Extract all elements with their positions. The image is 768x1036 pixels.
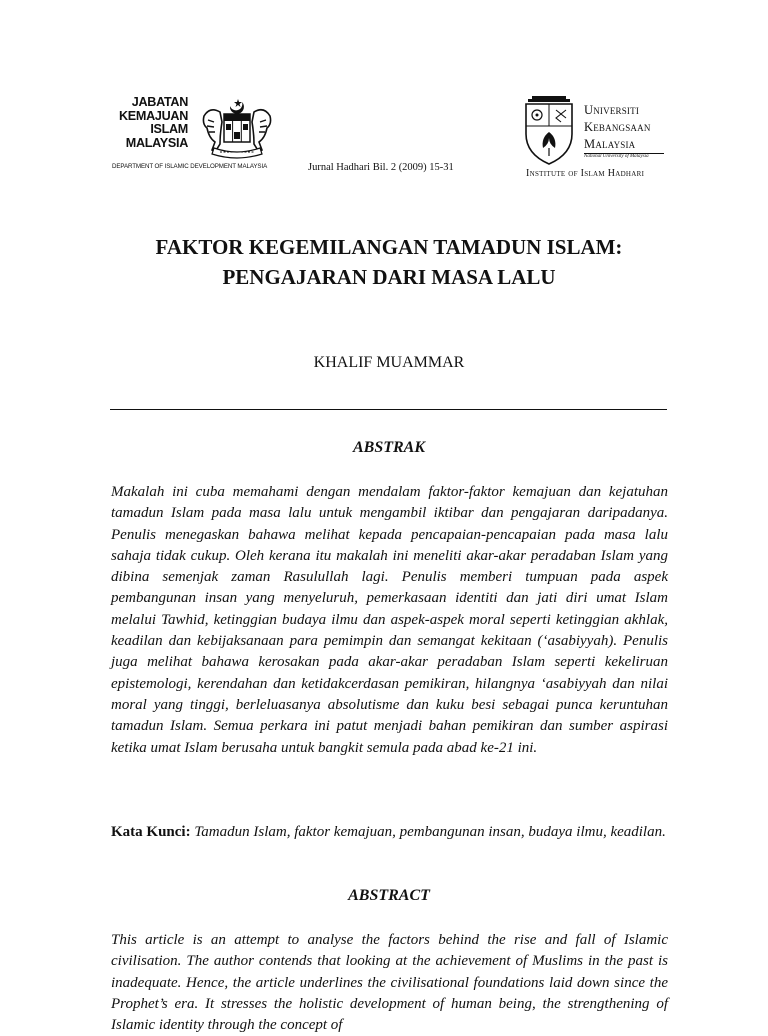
abstract-heading-text: ABSTRACT <box>348 887 430 904</box>
author-name: KHALIF MUAMMAR <box>313 354 465 371</box>
jakim-name-line: KEMAJUAN <box>119 108 188 123</box>
malaysia-crest-icon <box>194 96 280 162</box>
keywords <box>111 822 668 844</box>
article-title <box>100 232 678 292</box>
jakim-name-line: JABATAN <box>131 95 188 109</box>
keywords-label: Kata Kunci: <box>111 824 191 840</box>
ukm-name-line: Malaysia <box>584 137 636 151</box>
ukm-name-line: Universiti <box>584 103 640 117</box>
ukm-shield-icon <box>522 96 576 166</box>
journal-citation: Jurnal Hadhari Bil. 2 (2009) 15-31 <box>308 162 454 173</box>
abstract-paragraph: This article is an attempt to analyse the factors behind the rise and fall of Islamic civilisation. The author contends that looking at the achievement of Muslims in the past is inadequate. Hence, the article underlines the civilisational foundations laid down since the Prophet’s era. It stresses the holistic development of human being, the strengthening of Islamic identity through the concept of <box>111 932 668 1034</box>
ukm-name-line: Kebangsaan <box>584 120 651 134</box>
article-title-line: PENGAJARAN DARI MASA LALU <box>222 265 556 289</box>
ukm-tagline: National University of Malaysia <box>584 154 649 159</box>
ukm-name <box>584 102 651 153</box>
jakim-name-line: MALAYSIA <box>125 135 188 150</box>
keywords-text: Tamadun Islam, faktor kemajuan, pembangunan insan, budaya ilmu, keadilan. <box>194 824 666 840</box>
jakim-logo <box>110 96 282 176</box>
ukm-logo <box>522 96 672 180</box>
title-divider <box>110 409 667 410</box>
abstrak-heading: ABSTRAK <box>352 439 426 456</box>
jakim-subtitle: DEPARTMENT OF ISLAMIC DEVELOPMENT MALAYSIA <box>112 163 268 170</box>
jakim-name <box>110 96 188 150</box>
abstrak-paragraph: Makalah ini cuba memahami dengan mendalam faktor-faktor kemajuan dan kejatuhan tamadun Islam pada masa lalu untuk mengambil iktibar dan pengajaran daripadanya. Penulis menegaskan bahawa melihat kepada pencapaian-pencapaian pada masa lalu sahaja tidak cukup. Oleh kerana itu makalah ini meneliti akar-akar peradaban Islam yang dibina semenjak zaman Rasulullah lagi. Penulis memberi tumpuan pada aspek pembangunan insan yang menyeluruh, pemerkasaan identiti dan jati diri umat Islam melalui Tawhid, ketinggian budaya ilmu dan aspek-aspek moral seperti ketinggian akhlak, keadilan dan kebijaksanaan para pemimpin dan semangat kekitaan (‘asabiyyah). Penulis juga melihat bahawa kerosakan pada akar-akar peradaban Islam seperti kekeliruan epistemologi, kerendahan dan ketidakcerdasan pemikiran, hilangnya ‘asabiyyah dan nilai moral yang tinggi, berleluasanya absolutisme dan kuku besi sebagai punca keruntuhan tamadun Islam. Semua perkara ini patut menjadi bahan pemikiran dan sumber aspirasi ketika umat Islam berusaha untuk bangkit semula pada abad ke-21 ini. <box>111 484 668 756</box>
article-title-line: FAKTOR KEGEMILANGAN TAMADUN ISLAM: <box>155 235 623 259</box>
ukm-institute: Institute of Islam Hadhari <box>526 168 645 179</box>
abstract-heading <box>100 887 678 905</box>
jakim-name-line: ISLAM <box>150 122 188 136</box>
